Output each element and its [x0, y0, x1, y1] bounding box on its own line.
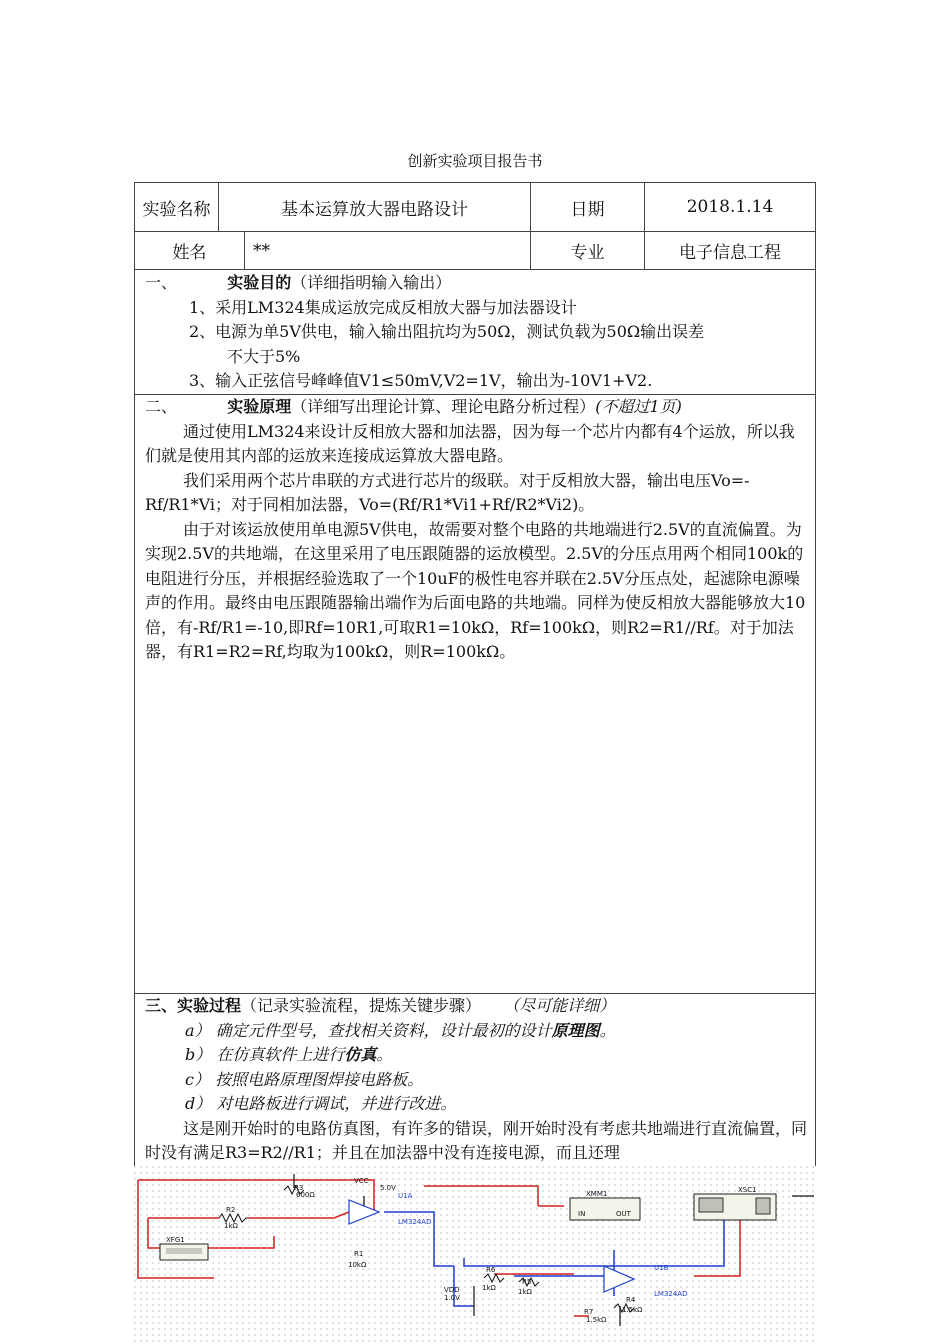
info-row-2: [135, 232, 815, 270]
step-d-label: d）: [185, 1094, 212, 1113]
process-step-c: [145, 1068, 807, 1093]
label-vdd: VDD: [444, 1286, 460, 1294]
label-r6-val: 1kΩ: [482, 1284, 496, 1292]
section1-title: 实验目的: [227, 273, 292, 292]
label-10k: 10kΩ: [348, 1261, 367, 1269]
step-a-text: 确定元件型号，查找相关资料，设计最初的设计: [215, 1020, 552, 1040]
section2-title: 实验原理: [227, 397, 292, 416]
label-r5-val: 1kΩ: [518, 1288, 532, 1296]
section3-title: 实验过程: [177, 996, 242, 1015]
step-a-bold: 原理图: [551, 1020, 600, 1040]
step-b-text: 在仿真软件上进行: [216, 1045, 345, 1064]
step-c-label: c）: [185, 1069, 210, 1089]
label-xsc1: XSC1: [738, 1186, 757, 1194]
person-label: 姓名: [135, 232, 245, 269]
section2-hint: （详细写出理论计算、理论电路分析过程）: [291, 397, 596, 416]
major-label: 专业: [531, 232, 645, 269]
label-1v: 1.0V: [444, 1294, 460, 1302]
label-r4: R4: [626, 1296, 636, 1304]
date-label: 日期: [531, 183, 645, 231]
section3-heading: [145, 994, 807, 1019]
circuit-diagram: [134, 1166, 816, 1344]
section1-hint: （详细指明输入输出）: [291, 273, 452, 292]
purpose-item-2-cont: 不大于5%: [227, 346, 301, 366]
label-r7-val: 1.5kΩ: [586, 1316, 607, 1324]
label-r3: R3: [294, 1184, 304, 1192]
person-value: **: [245, 232, 531, 269]
section3-hint2: （尽可能详细）: [503, 996, 616, 1015]
section1-heading: [145, 271, 807, 296]
label-u1a: U1A: [398, 1192, 413, 1200]
section2-heading: [145, 395, 807, 420]
process-step-a: [145, 1019, 807, 1044]
info-row-1: [135, 183, 815, 232]
step-b-label: b）: [185, 1045, 212, 1064]
principle-paragraph-3: 由于对该运放使用单电源5V供电，故需要对整个电路的共地端进行2.5V的直流偏置。为实现2.5V的共地端，在这里采用了电压跟随器的运放模型。2.5V的分压点用两个相同100k的电阻进行分压，并根据经验选取了一个10uF的极性电容并联在2.5V分压点处，起滤除电源噪声的作用。最终由电压跟随器输出端作为后面电路的共地端。同样为使反相放大器能够放大10倍，有-Rf/R1=-10,即Rf=10R1,可取R1=10kΩ，Rf=100kΩ，则R2=R1//Rf。对于加法器，有R1=R2=Rf,均取为100kΩ，则R=100kΩ。: [145, 519, 806, 661]
name-value: 基本运算放大器电路设计: [219, 183, 531, 231]
purpose-item-1: 1、采用LM324集成运放完成反相放大器与加法器设计: [189, 297, 577, 317]
label-r7: R7: [584, 1308, 594, 1316]
label-lm324-b: LM324AD: [654, 1290, 688, 1298]
section-purpose: [135, 271, 815, 395]
label-r4-val: 1.5kΩ: [622, 1306, 643, 1314]
circuit-simulation-image: [134, 1166, 816, 1344]
step-a-label: a）: [185, 1020, 211, 1040]
principle-paragraph-1: 通过使用LM324来设计反相放大器和加法器，因为每一个芯片内都有4个运放，所以我们就是使用其内部的运放来连接成运算放大器电路。: [145, 421, 795, 465]
label-r1: R1: [354, 1250, 364, 1258]
label-xmm1: XMM1: [586, 1190, 608, 1198]
principle-paragraph-2: 我们采用两个芯片串联的方式进行芯片的级联。对于反相放大器，输出电压Vo=-Rf/R1*Vi；对于同相加法器，Vo=(Rf/R1*Vi1+Rf/R2*Vi2)。: [145, 470, 750, 514]
label-1k: 1kΩ: [224, 1222, 238, 1230]
purpose-item-2: 2、电源为单5V供电，输入输出阻抗均为50Ω，测试负载为50Ω输出误差: [189, 322, 705, 341]
process-step-b: [145, 1043, 807, 1068]
label-lm324-a: LM324AD: [398, 1218, 432, 1226]
step-a-end: 。: [599, 1020, 616, 1040]
section3-num: 三、: [145, 996, 178, 1015]
purpose-item-3: 3、输入正弦信号峰峰值V1≤50mV,V2=1V，输出为-10V1+V2.: [189, 371, 653, 390]
label-600: 600Ω: [296, 1191, 315, 1199]
label-r6: R6: [486, 1266, 496, 1274]
step-b-bold: 仿真: [344, 1045, 377, 1064]
label-5v: 5.0V: [380, 1184, 396, 1192]
label-out: OUT: [616, 1210, 631, 1218]
label-u1b: U1B: [654, 1264, 669, 1272]
report-table: [134, 182, 816, 1220]
section-process: [135, 994, 815, 1174]
label-r5: R5: [522, 1278, 532, 1286]
section2-num: 二、: [145, 397, 178, 416]
document-title: 创新实验项目报告书: [407, 152, 543, 170]
process-step-d: [145, 1092, 807, 1117]
date-value: 2018.1.14: [686, 197, 774, 217]
process-paragraph: 这是刚开始时的电路仿真图，有许多的错误，刚开始时没有考虑共地端进行直流偏置，同时没有满足R3=R2//R1；并且在加法器中没有连接电源，而且还理: [145, 1118, 808, 1162]
step-b-end: 。: [376, 1045, 393, 1064]
label-xfg1: XFG1: [166, 1236, 185, 1244]
section3-hint: （记录实验流程，提炼关键步骤）: [241, 996, 482, 1015]
major-value: 电子信息工程: [679, 243, 781, 263]
section2-hint2: (不超过1页): [595, 397, 682, 416]
step-d-text: 对电路板进行调试，并进行改进。: [216, 1094, 457, 1113]
step-c-text: 按照电路原理图焊接电路板。: [215, 1069, 424, 1089]
section-principle: [135, 395, 815, 993]
label-vcc: VCC: [354, 1177, 369, 1185]
label-in: IN: [578, 1210, 586, 1218]
label-r2: R2: [226, 1206, 236, 1214]
section1-num: 一、: [145, 273, 178, 292]
name-label: 实验名称: [135, 183, 219, 231]
